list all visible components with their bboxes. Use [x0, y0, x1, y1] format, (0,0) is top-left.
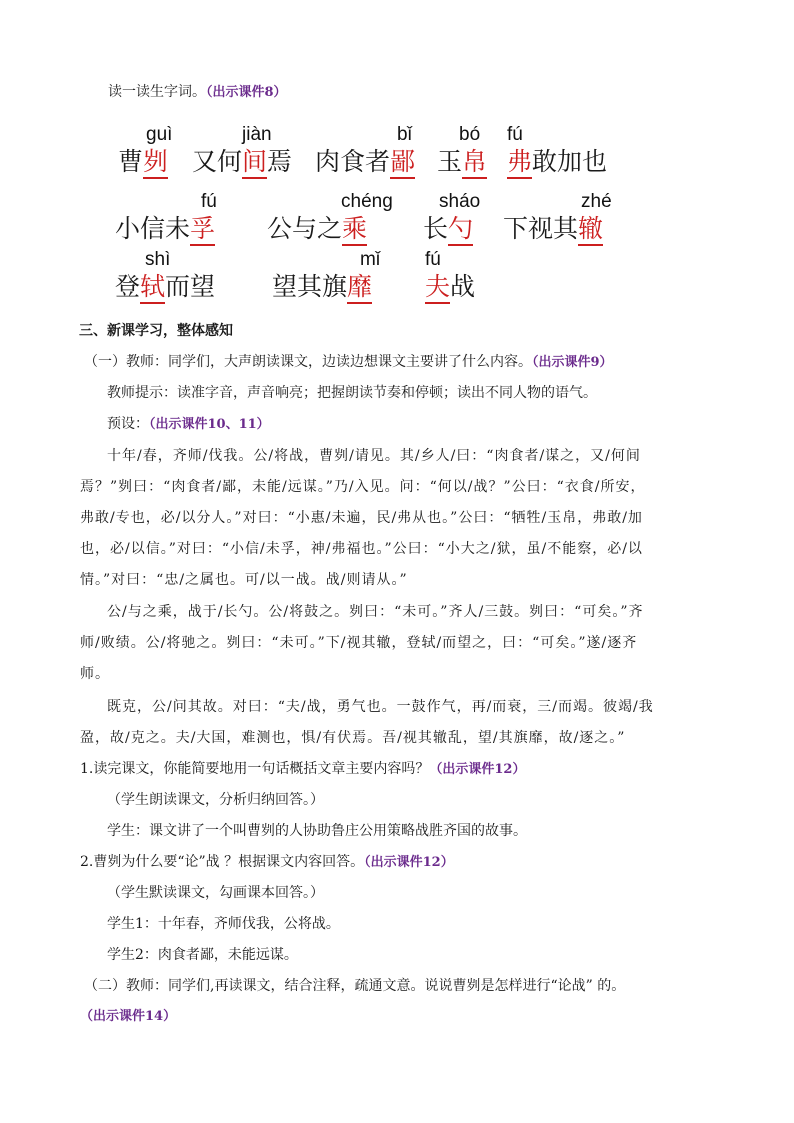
vocab-word: 长勺 sháo [423, 214, 473, 244]
target-char: 弗 [507, 147, 532, 179]
vocab-word: 肉食者鄙 bǐ [315, 147, 415, 177]
target-char: 夫 [425, 272, 450, 304]
vocab-word: 弗敢加也 fú [507, 147, 607, 177]
slide-hint: （出示课件10、11） [149, 417, 270, 432]
student-answer: 学生：课文讲了一个叫曹刿的人协助鲁庄公用策略战胜齐国的故事。 [107, 823, 527, 839]
pinyin: bǐ [397, 124, 412, 145]
passage-line: 焉？”刿曰：“肉食者/鄙，未能/远谋。”乃/入见。问：“何以/战？”公曰：“衣食/所安， [80, 479, 646, 495]
vocab-word: 又何间焉 jiàn [192, 147, 292, 177]
passage-line: 弗敢/专也，必/以分人。”对曰：“小惠/未遍，民/弗从也。”公曰：“牺牲/玉帛，弗敢/加 [80, 510, 643, 526]
slide-hint: （出示课件12） [429, 762, 526, 777]
target-char: 间 [242, 147, 267, 179]
slide-hint: （出示课件14） [80, 1009, 177, 1024]
pinyin: fú [201, 191, 217, 212]
vocab-word: 下视其辙 zhé [503, 214, 603, 244]
passage-line: 师/败绩。公/将驰之。刿曰：“未可。”下/视其辙，登轼/而望之，曰：“可矣。”遂/逐齐 [80, 635, 638, 651]
question-1: 1.读完课文，你能简要地用一句话概括文章主要内容吗？（出示课件12） [80, 761, 526, 777]
target-char: 帛 [462, 147, 487, 179]
passage-line: 盈，故/克之。夫/大国，难测也，惧/有伏焉。吾/视其辙乱，望/其旗靡，故/逐之。” [80, 730, 626, 746]
vocab-row-1 [0, 124, 794, 211]
vocab-word: 玉帛 bó [437, 147, 487, 177]
passage-line: 既克，公/问其故。对曰：“夫/战，勇气也。一鼓作气，再/而衰，三/而竭。彼竭/我 [107, 699, 654, 715]
vocab-word: 公与之乘 chéng [267, 214, 367, 244]
pinyin: bó [459, 124, 481, 145]
pinyin: fú [425, 249, 441, 270]
preset-line: 预设：（出示课件10、11） [107, 416, 270, 432]
slide-hint: （出示课件9） [532, 355, 613, 370]
target-char: 鄙 [390, 147, 415, 179]
pinyin: guì [146, 124, 173, 145]
passage-line: 公/与之乘，战于/长勺。公/将鼓之。刿曰：“未可。”齐人/三鼓。刿曰：“可矣。”齐 [107, 604, 644, 620]
student-note: （学生默读课文，勾画课本回答。） [107, 885, 324, 901]
part2-instruction: （二）教师：同学们,再读课文，结合注释，疏通文意。说说曹刿是怎样进行“论战” 的。 [84, 978, 626, 994]
passage-line: 十年/春，齐师/伐我。公/将战，曹刿/请见。其/乡人/曰：“肉食者/谋之，又/何间 [107, 448, 641, 464]
target-char: 勺 [448, 214, 473, 246]
target-char: 孚 [190, 214, 215, 246]
vocab-row-2 [0, 191, 794, 278]
target-char: 辙 [578, 214, 603, 246]
part1-instruction: （一）教师：同学们，大声朗读课文，边读边想课文主要讲了什么内容。（出示课件9） [84, 354, 613, 370]
pinyin: shì [145, 249, 171, 270]
pinyin: zhé [581, 191, 612, 212]
target-char: 轼 [140, 272, 165, 304]
student-answer-1: 学生1：十年春，齐师伐我，公将战。 [107, 916, 340, 932]
student-note: （学生朗读课文，分析归纳回答。） [107, 792, 324, 808]
vocab-intro [108, 82, 287, 103]
pinyin: jiàn [242, 124, 272, 145]
section-heading: 三、新课学习，整体感知 [79, 323, 233, 339]
vocab-word: 小信未孚 fú [115, 214, 215, 244]
target-char: 靡 [347, 272, 372, 304]
pinyin: chéng [341, 191, 393, 212]
vocab-word: 望其旗靡 mǐ [272, 272, 372, 302]
target-char: 刿 [143, 147, 168, 179]
passage-line: 师。 [80, 666, 110, 682]
passage-line: 也，必/以信。”对曰：“小信/未孚，神/弗福也。”公曰：“小大之/狱，虽/不能察，必/以 [80, 541, 643, 557]
vocab-word: 曹刿 guì [118, 147, 168, 177]
slide-hint: （出示课件8） [206, 85, 287, 100]
vocab-word: 登轼而望 shì [115, 272, 215, 302]
pinyin: sháo [439, 191, 481, 212]
question-2: 2.曹刿为什么要“论”战 ？根据课文内容回答。（出示课件12） [80, 854, 454, 870]
passage-line: 情。”对曰：“忠/之属也。可/以一战。战/则请从。” [80, 572, 408, 588]
pinyin: fú [507, 124, 523, 145]
vocab-word: 夫战 fú [425, 272, 475, 302]
slide-hint: （出示课件12） [364, 855, 454, 870]
teacher-tip: 教师提示：读准字音，声音响亮；把握朗读节奏和停顿；读出不同人物的语气。 [107, 385, 597, 401]
target-char: 乘 [342, 214, 367, 246]
intro-text: 读一读生字词。 [108, 84, 206, 100]
student-answer-2: 学生2：肉食者鄙，未能远谋。 [107, 947, 298, 963]
pinyin: mǐ [360, 249, 381, 270]
